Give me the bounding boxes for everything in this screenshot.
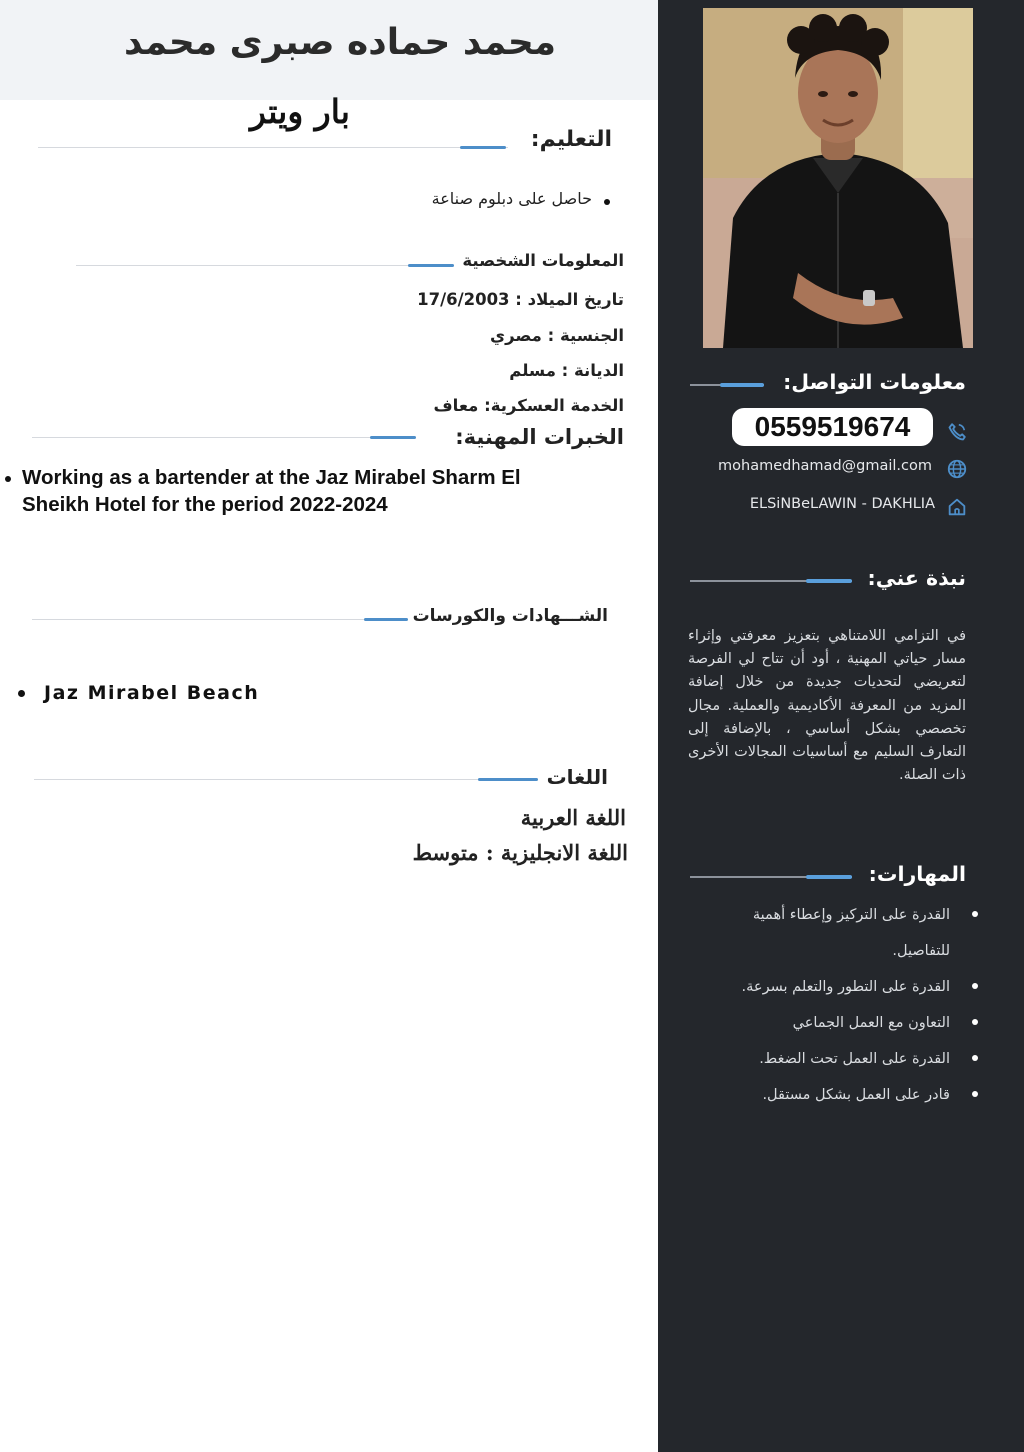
contact-accent — [720, 383, 764, 387]
skill-bullet — [972, 1019, 978, 1025]
skill-item — [718, 1041, 978, 1077]
certificates-heading: الشـــهادات والكورسات — [412, 606, 608, 626]
education-bullet — [604, 199, 610, 205]
experience-accent — [370, 436, 416, 439]
languages-accent — [478, 778, 538, 781]
email-address[interactable]: mohamedhamad@gmail.com — [718, 458, 932, 474]
language-arabic: اللغة العربية — [520, 805, 626, 830]
certificates-accent — [364, 618, 408, 621]
about-text: في التزامي اللامتناهي بتعزيز معرفتي وإثراء مسار حياتي المهنية ، أود أن تتاح لي الفرصة لتعريضي لتحديات جديدة من خلال إضافة المزيد من المعرفة الأكاديمية والعملية. مجال تخصصي بشكل أساسي ، بالإضافة إلى التعارف السليم مع أساسيات المجالات الأخرى ذات الصلة. — [688, 628, 966, 784]
certificate-item: Jaz Mirabel Beach — [44, 682, 260, 704]
skill-text: القدرة على التركيز وإعطاء أهمية للتفاصيل. — [752, 907, 950, 959]
languages-divider — [34, 779, 534, 780]
languages-heading: اللغات — [546, 765, 608, 789]
certificate-bullet — [18, 690, 25, 697]
home-icon — [946, 496, 968, 518]
nationality: الجنسية : مصري — [490, 326, 624, 345]
skill-bullet — [972, 983, 978, 989]
education-item: حاصل على دبلوم صناعة — [431, 189, 592, 208]
person-name: محمد حماده صبرى محمد — [123, 22, 557, 63]
skill-bullet — [972, 1091, 978, 1097]
contact-heading: معلومات التواصل: — [783, 370, 966, 394]
certificates-divider — [32, 619, 408, 620]
skill-text: القدرة على التطور والتعلم بسرعة. — [741, 979, 950, 995]
personal-info-heading: المعلومات الشخصية — [462, 251, 624, 270]
experience-divider — [32, 437, 412, 438]
skill-item — [718, 1077, 978, 1113]
education-divider — [38, 147, 508, 148]
job-title: بار ويتر — [250, 92, 350, 131]
skill-bullet — [972, 911, 978, 917]
phone-icon — [946, 421, 968, 443]
phone-number[interactable]: 0559519674 — [732, 408, 933, 446]
skill-text: قادر على العمل بشكل مستقل. — [762, 1087, 950, 1103]
skill-item — [718, 1005, 978, 1041]
skill-text: القدرة على العمل تحت الضغط. — [759, 1051, 950, 1067]
about-heading: نبذة عني: — [867, 566, 966, 590]
military-service: الخدمة العسكرية: معاف — [433, 396, 624, 415]
experience-heading: الخبرات المهنية: — [455, 425, 624, 449]
profile-photo-illustration — [703, 8, 973, 348]
skills-accent — [806, 875, 852, 879]
skill-item — [718, 969, 978, 1005]
experience-bullet — [5, 476, 11, 482]
skill-item — [718, 897, 978, 969]
experience-item: Working as a bartender at the Jaz Mirabel Sharm El Sheikh Hotel for the period 2022-2024 — [22, 466, 521, 516]
home-address: ELSiNBeLAWIN - DAKHLIA — [749, 496, 935, 512]
education-heading: التعليم: — [530, 127, 612, 152]
about-accent — [806, 579, 852, 583]
education-accent — [460, 146, 506, 149]
globe-icon — [946, 458, 968, 480]
profile-photo — [703, 8, 973, 348]
skills-list — [718, 897, 978, 1113]
birth-date: تاريخ الميلاد : 17/6/2003 — [417, 290, 624, 309]
language-english: اللغة الانجليزية : متوسط — [412, 840, 628, 865]
personal-info-accent — [408, 264, 454, 267]
skills-heading: المهارات: — [868, 862, 966, 886]
personal-info-divider — [76, 265, 454, 266]
religion: الديانة : مسلم — [509, 361, 624, 380]
skill-text: التعاون مع العمل الجماعي — [792, 1015, 950, 1031]
skill-bullet — [972, 1055, 978, 1061]
